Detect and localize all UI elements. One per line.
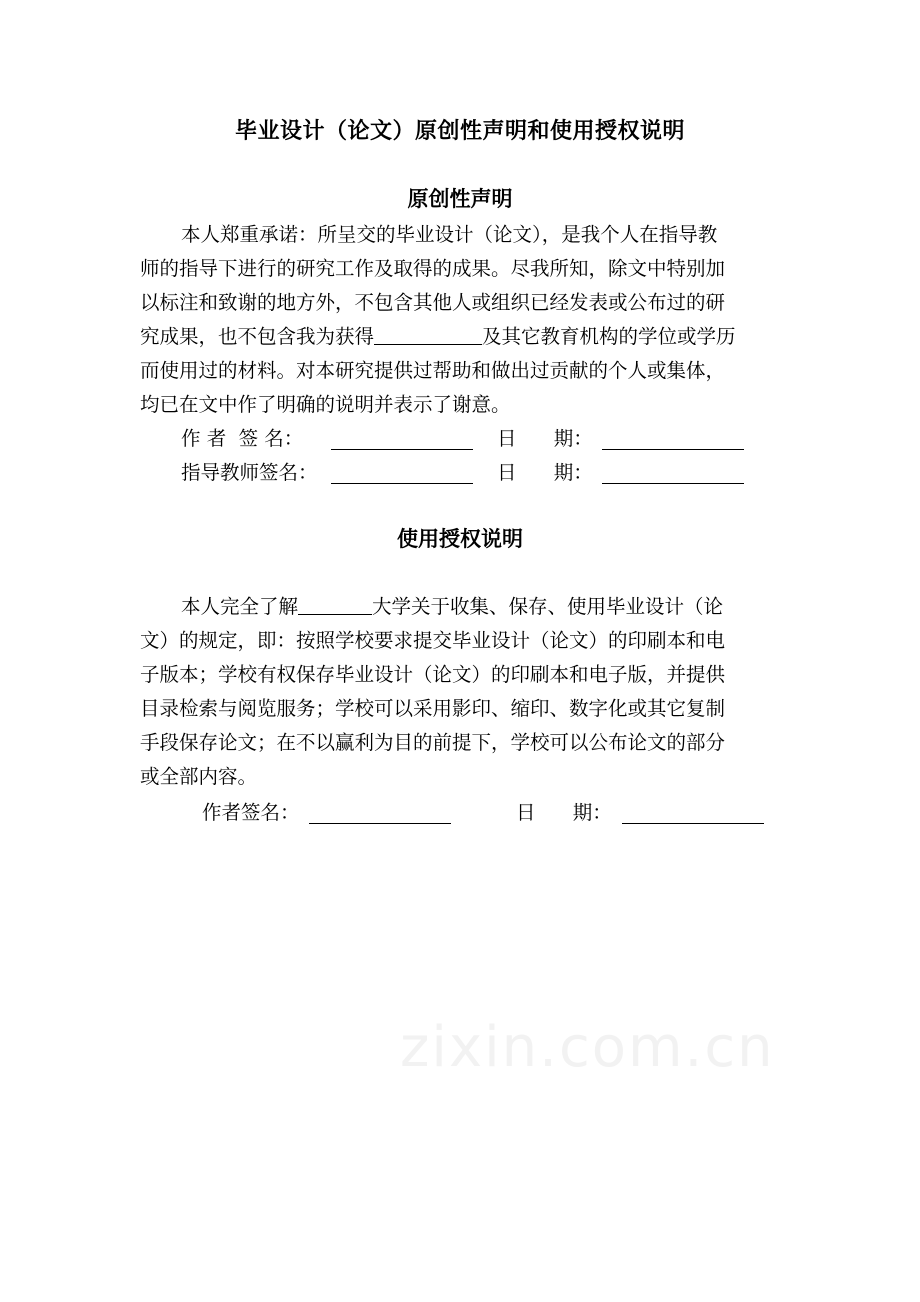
originality-line-4-prefix: 究成果，也不包含我为获得 — [140, 325, 375, 348]
authorization-author-sign-label: 作者签名： — [202, 801, 300, 824]
authorization-line-1 — [181, 590, 723, 624]
authorization-line-1-prefix: 本人完全了解 — [181, 595, 299, 618]
authorization-line-6: 或全部内容。 — [140, 765, 258, 788]
author-sign-label: 作 者 签 名： — [181, 427, 304, 450]
authorization-line-2: 文）的规定，即：按照学校要求提交毕业设计（论文）的印刷本和电 — [140, 629, 726, 652]
authorization-line-4: 目录检索与阅览服务；学校可以采用影印、缩印、数字化或其它复制 — [140, 697, 726, 720]
author-date-field[interactable] — [602, 425, 744, 450]
authorization-heading: 使用授权说明 — [397, 527, 523, 551]
advisor-date-field[interactable] — [602, 459, 744, 484]
originality-line-2: 师的指导下进行的研究工作及取得的成果。尽我所知，除文中特别加 — [140, 257, 726, 280]
author-date-label: 日 期： — [497, 427, 593, 450]
document-title: 毕业设计（论文）原创性声明和使用授权说明 — [234, 119, 685, 144]
authorization-date-label: 日 期： — [516, 801, 612, 824]
authorization-line-5: 手段保存论文；在不以赢利为目的前提下，学校可以公布论文的部分 — [140, 731, 726, 754]
originality-line-6: 均已在文中作了明确的说明并表示了谢意。 — [140, 393, 511, 416]
advisor-date-label: 日 期： — [497, 461, 593, 484]
originality-line-3: 以标注和致谢的地方外，不包含其他人或组织已经发表或公布过的研 — [140, 291, 726, 314]
university-blank-field[interactable] — [298, 590, 372, 615]
originality-line-4 — [140, 320, 736, 354]
advisor-sign-label: 指导教师签名： — [181, 461, 318, 484]
advisor-signature-field[interactable] — [331, 459, 473, 484]
authorization-signature-field[interactable] — [309, 799, 451, 824]
authorization-date-field[interactable] — [622, 799, 764, 824]
originality-heading: 原创性声明 — [407, 187, 513, 211]
authorization-line-1-suffix: 大学关于收集、保存、使用毕业设计（论 — [372, 595, 724, 618]
originality-line-1: 本人郑重承诺：所呈交的毕业设计（论文），是我个人在指导教 — [181, 223, 718, 246]
authorization-line-3: 子版本；学校有权保存毕业设计（论文）的印刷本和电子版，并提供 — [140, 663, 726, 686]
watermark: zixin.com.cn — [400, 1015, 775, 1080]
originality-line-5: 而使用过的材料。对本研究提供过帮助和做出过贡献的个人或集体， — [140, 359, 726, 382]
author-signature-field[interactable] — [331, 425, 473, 450]
degree-blank-field[interactable] — [374, 320, 482, 345]
originality-line-4-suffix: 及其它教育机构的学位或学历 — [482, 325, 736, 348]
